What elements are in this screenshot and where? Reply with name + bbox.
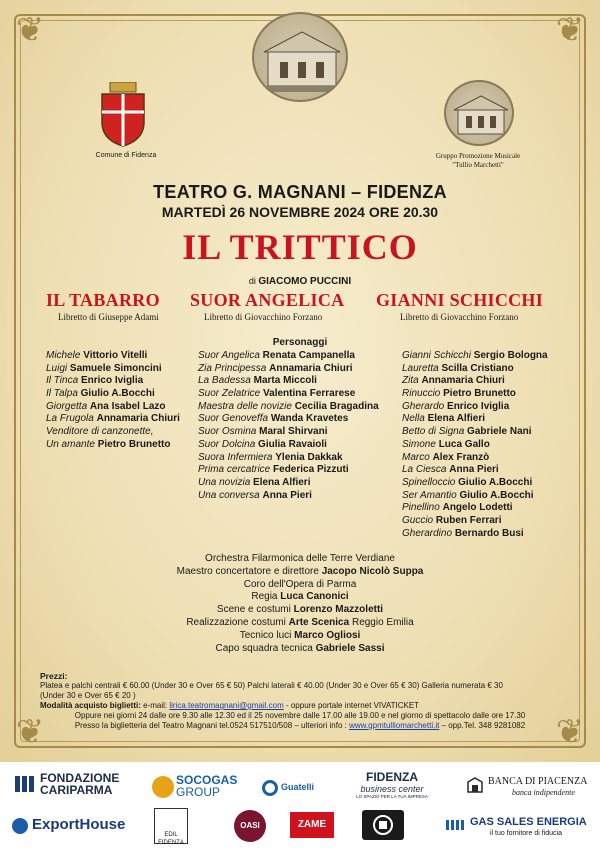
cast-list-angelica [198, 350, 379, 502]
cast-row [402, 363, 548, 376]
cast-singer: Bernardo Busi [454, 527, 524, 539]
opera-title-schicchi: GIANNI SCHICCHI [376, 290, 544, 310]
comune-label: Comune di Fidenza [95, 152, 157, 159]
cast-singer: Samuele Simoncini [69, 362, 162, 374]
sponsor-fondazione-line2: CARIPARMA [40, 783, 113, 797]
libretto-angelica: Libretto di Giovacchino Forzano [204, 312, 323, 322]
credits-block [0, 553, 600, 655]
cast-role: Spinelloccio [402, 476, 456, 488]
cast-singer: Maral Shirvani [259, 426, 328, 438]
sponsor-oasi: OASI [234, 810, 266, 842]
cast-row [402, 477, 548, 490]
cast-row [402, 375, 548, 388]
credit-name: Arte Scenica [288, 616, 350, 628]
cast-singer: Gabriele Nani [467, 426, 532, 438]
box-office-prefix: Presso la biglietteria del Teatro Magnani tel.0524 517510/508 – ulteriori info : [74, 721, 350, 730]
credit-name: Gabriele Sassi [315, 642, 385, 654]
cast-role: Marco [402, 451, 430, 463]
cast-singer: Anna Pieri [449, 464, 499, 476]
cast-singer: Cecilia Bragadina [294, 400, 379, 412]
cast-role: La Badessa [198, 375, 251, 387]
cast-singer: Marta Miccoli [253, 375, 317, 387]
gruppo-title: Gruppo Promozione Musicale [435, 152, 521, 160]
sponsor-gas-sales [470, 816, 587, 840]
cast-role: Un amante [46, 438, 95, 450]
page-title: IL TRITTICO [182, 227, 418, 267]
cast-row [402, 502, 548, 515]
cast-singer: Wanda Kravetes [270, 413, 349, 425]
cast-row [198, 375, 379, 388]
cast-role: Lauretta [402, 362, 439, 374]
cast-row [198, 464, 379, 477]
sponsor-gas-line2: il tuo fornitore di fiducia [490, 830, 562, 837]
box-office-line [40, 721, 560, 731]
cast-row [46, 413, 180, 426]
booking-heading: Modalità acquisto biglietti: [40, 701, 141, 710]
cast-role: Una conversa [198, 489, 260, 501]
cast-role: Pinellino [402, 502, 440, 514]
coat-of-arms-icon [96, 82, 150, 148]
cast-role: Suor Osmina [198, 426, 257, 438]
cast-singer: Giulio A.Bocchi [459, 489, 534, 501]
flourish-icon: ❦ [555, 10, 585, 50]
cast-singer: Ylenia Dakkak [275, 451, 343, 463]
cast-role: Gherardino [402, 527, 453, 539]
cast-singer: Sergio Bologna [473, 350, 548, 361]
cast-role: Suor Angelica [198, 350, 260, 361]
flourish-icon: ❦ [15, 712, 45, 752]
cast-role: Il Talpa [46, 388, 78, 400]
cast-role: Guccio [402, 514, 434, 526]
prices-line: (Under 30 e Over 65 € 20 ) [40, 691, 136, 700]
cast-row [402, 388, 548, 401]
composer-name: GIACOMO PUCCINI [258, 276, 352, 287]
credit-name: Lorenzo Mazzoletti [293, 604, 384, 616]
cast-row [198, 426, 379, 439]
cast-role: Venditore di canzonette, [46, 426, 154, 438]
cast-singer: Giulia Ravaioli [258, 438, 327, 450]
sponsor-guatelli: Guatelli [281, 782, 315, 792]
cast-singer: Anna Pieri [262, 489, 312, 501]
cast-role: Gherardo [402, 400, 445, 412]
booking-hours: Oppure nei giorni 24 dalle ore 9.30 alle 12.30 ed il 25 novembre dalle 17.00 alle 19.00 e nel giorno di spettacolo dalle ore 17.30 [74, 711, 526, 720]
cast-row [198, 413, 379, 426]
sponsor-bdp-line2: banca indipendente [512, 788, 575, 797]
credit-label: Capo squadra tecnica [215, 642, 316, 654]
sponsor-fidenza-line3: LO SPAZIO PER LA TUA IMPRESA [356, 794, 428, 799]
credit-name: Jacopo Nicolò Suppa [321, 565, 424, 577]
credit-label: Scene e costumi [216, 604, 294, 616]
cast-row [402, 528, 548, 541]
credit-suffix: Reggio Emilia [349, 616, 414, 628]
cast-singer: Annamaria Chiuri [96, 413, 180, 425]
cast-row [46, 388, 180, 401]
cast-row [46, 426, 180, 439]
cast-row [198, 490, 379, 503]
composer-line [0, 276, 600, 287]
sponsor-socogas-line1: SOCOGAS [176, 773, 238, 787]
credit-line [0, 553, 600, 566]
guatelli-logo-icon [262, 780, 278, 796]
cast-role: Suor Zelatrice [198, 388, 261, 400]
gas-sales-logo-icon [446, 818, 466, 832]
cast-singer: Alex Franzò [432, 451, 490, 463]
credit-line [0, 566, 600, 579]
gruppo-engraving [444, 80, 514, 146]
cast-singer: Elena Alfieri [253, 476, 311, 488]
personaggi-heading: Personaggi [272, 337, 328, 348]
credit-line [0, 579, 600, 592]
cast-role: Zita [402, 375, 419, 387]
gruppo-name: "Tullio Marchetti" [452, 161, 504, 169]
cast-singer: Enrico Iviglia [447, 400, 510, 412]
cast-role: La Frugola [46, 413, 94, 425]
credit-label: Orchestra Filarmonica delle Terre Verdiane [205, 553, 395, 564]
cast-row [198, 363, 379, 376]
cast-list-tabarro [46, 350, 180, 452]
credit-label: Regia [251, 591, 281, 603]
cast-row [402, 426, 548, 439]
cast-singer: Renata Campanella [262, 350, 355, 361]
libretto-schicchi: Libretto di Giovacchino Forzano [400, 312, 519, 322]
credit-line [0, 591, 600, 604]
cast-singer: Enrico Iviglia [80, 375, 144, 387]
cast-row [198, 477, 379, 490]
cast-row [402, 490, 548, 503]
credit-label: Realizzazione costumi [186, 616, 289, 628]
cast-singer: Scilla Cristiano [441, 362, 514, 374]
sponsor-fondazione [40, 772, 119, 796]
exporthouse-logo-icon [12, 818, 28, 834]
cast-singer: Federica Pizzuti [273, 464, 349, 476]
credit-label: Coro dell'Opera di Parma [243, 578, 357, 590]
cast-row [402, 464, 548, 477]
sponsor-exporthouse: ExportHouse [32, 816, 126, 833]
composer-prefix: di [248, 276, 256, 286]
credit-line [0, 617, 600, 630]
cast-row [198, 350, 379, 363]
sponsor-strip [0, 762, 600, 856]
sponsor-socogas-line2: GROUP [176, 785, 221, 799]
cast-singer: Valentina Ferrarese [263, 388, 356, 400]
box-office-suffix: – opp.Tel. 348 9281082 [439, 721, 526, 730]
cast-role: Giorgetta [46, 400, 88, 412]
cast-singer: Luca Gallo [438, 438, 490, 450]
flourish-icon: ❦ [15, 10, 45, 50]
booking-tail: - oppure portale internet VIVATICKET [283, 701, 420, 710]
cast-singer: Giulio A.Bocchi [80, 388, 155, 400]
cast-row [46, 439, 180, 452]
sponsor-edil-line2: FIDENZA [158, 840, 184, 846]
cast-row [198, 452, 379, 465]
cast-singer: Elena Alfieri [427, 413, 486, 425]
prices-line: Platea e palchi centrali € 60.00 (Under 30 e Over 65 € 50) Palchi laterali € 40.00 (Under 30 e Over 65 € 30) Galleria numerata € 30 [40, 681, 503, 690]
cast-row [46, 401, 180, 414]
cast-row [198, 439, 379, 452]
credit-label: Maestro concertatore e direttore [176, 565, 322, 577]
sponsor-bdp-line1: BANCA DI PIACENZA [488, 776, 588, 787]
credit-label: Tecnico luci [239, 629, 295, 641]
cast-singer: Vittorio Vitelli [83, 350, 148, 361]
prices-block [40, 671, 560, 731]
credit-name: Marco Ogliosi [294, 629, 361, 641]
cast-row [402, 452, 548, 465]
opera-title-angelica: SUOR ANGELICA [190, 290, 345, 310]
opera-title-tabarro: IL TABARRO [46, 290, 160, 310]
cast-row [198, 401, 379, 414]
cast-singer: Pietro Brunetto [97, 438, 171, 450]
sponsor-fidenza-line1: FIDENZA [366, 770, 418, 784]
email-link[interactable]: lirica.teatromagnani@gmail.com [169, 701, 284, 710]
cast-role: Rinuccio [402, 388, 441, 400]
fondazione-logo-icon [14, 774, 36, 794]
theatre-name: TEATRO G. MAGNANI – FIDENZA [153, 182, 447, 202]
credit-name: Luca Canonici [280, 591, 349, 603]
sponsor-socogas [176, 774, 237, 798]
cast-role: Simone [402, 438, 436, 450]
cast-list-schicchi [402, 350, 548, 540]
website-link[interactable]: www.gpmtulliomarchetti.it [349, 721, 440, 730]
cast-role: Ser Amantio [402, 489, 457, 501]
cast-role: Suor Dolcina [198, 438, 256, 450]
libretto-tabarro: Libretto di Giuseppe Adami [58, 312, 159, 322]
sponsor-zame: ZAME [290, 812, 334, 838]
cast-role: Una novizia [198, 476, 251, 488]
sponsor-edil [154, 808, 188, 844]
credit-line [0, 643, 600, 656]
cast-role: Maestra delle novizie [198, 400, 292, 412]
cast-role: Prima cercatrice [198, 464, 271, 476]
cast-singer: Annamaria Chiuri [421, 375, 505, 387]
cast-singer: Ana Isabel Lazo [89, 400, 166, 412]
cast-role: Michele [46, 350, 81, 361]
cast-row [402, 350, 548, 363]
cast-row [402, 401, 548, 414]
credit-line [0, 630, 600, 643]
sponsor-fidenza-bc [352, 770, 432, 799]
cast-role: Suora Infermiera [198, 451, 273, 463]
cast-singer: Giulio A.Bocchi [458, 476, 533, 488]
socogas-logo-icon [152, 776, 174, 798]
cast-role: Gianni Schicchi [402, 350, 471, 361]
sponsor-fondazione-line1: FONDAZIONE [40, 771, 120, 785]
cast-singer: Pietro Brunetto [443, 388, 516, 400]
cast-row [402, 515, 548, 528]
cast-role: Suor Genoveffa [198, 413, 269, 425]
cast-role: Luigi [46, 362, 68, 374]
cast-row [402, 413, 548, 426]
cast-role: Zia Principessa [198, 362, 267, 374]
cast-role: Betto di Signa [402, 426, 465, 438]
sponsor-fidenza-line2: business center [360, 784, 424, 794]
cast-role: Il Tinca [46, 375, 79, 387]
event-date: MARTEDÌ 26 NOVEMBRE 2024 ORE 20.30 [161, 204, 439, 220]
bdp-logo-icon [466, 776, 484, 794]
cast-row [46, 375, 180, 388]
cast-singer: Angelo Lodetti [442, 502, 513, 514]
cast-role: Nella [402, 413, 425, 425]
sponsor-bdp [488, 776, 587, 798]
cast-row [402, 439, 548, 452]
cast-row [46, 350, 180, 363]
sponsor-edil-line1: EDIL [164, 832, 178, 838]
cast-singer: Annamaria Chiuri [269, 362, 353, 374]
cast-row [198, 388, 379, 401]
booking-line [40, 701, 560, 711]
cast-row [46, 363, 180, 376]
sponsor-gas-line1: GAS SALES ENERGIA [470, 816, 587, 828]
theatre-engraving [252, 12, 348, 102]
flourish-icon: ❦ [555, 712, 585, 752]
cast-role: La Ciesca [402, 464, 447, 476]
prices-heading: Prezzi: [40, 671, 68, 681]
cast-singer: Ruben Ferrari [435, 514, 502, 526]
credit-line [0, 604, 600, 617]
gruppo-label [398, 152, 558, 170]
gb-logo-icon [362, 810, 404, 840]
booking-email-prefix: e-mail: [140, 701, 170, 710]
